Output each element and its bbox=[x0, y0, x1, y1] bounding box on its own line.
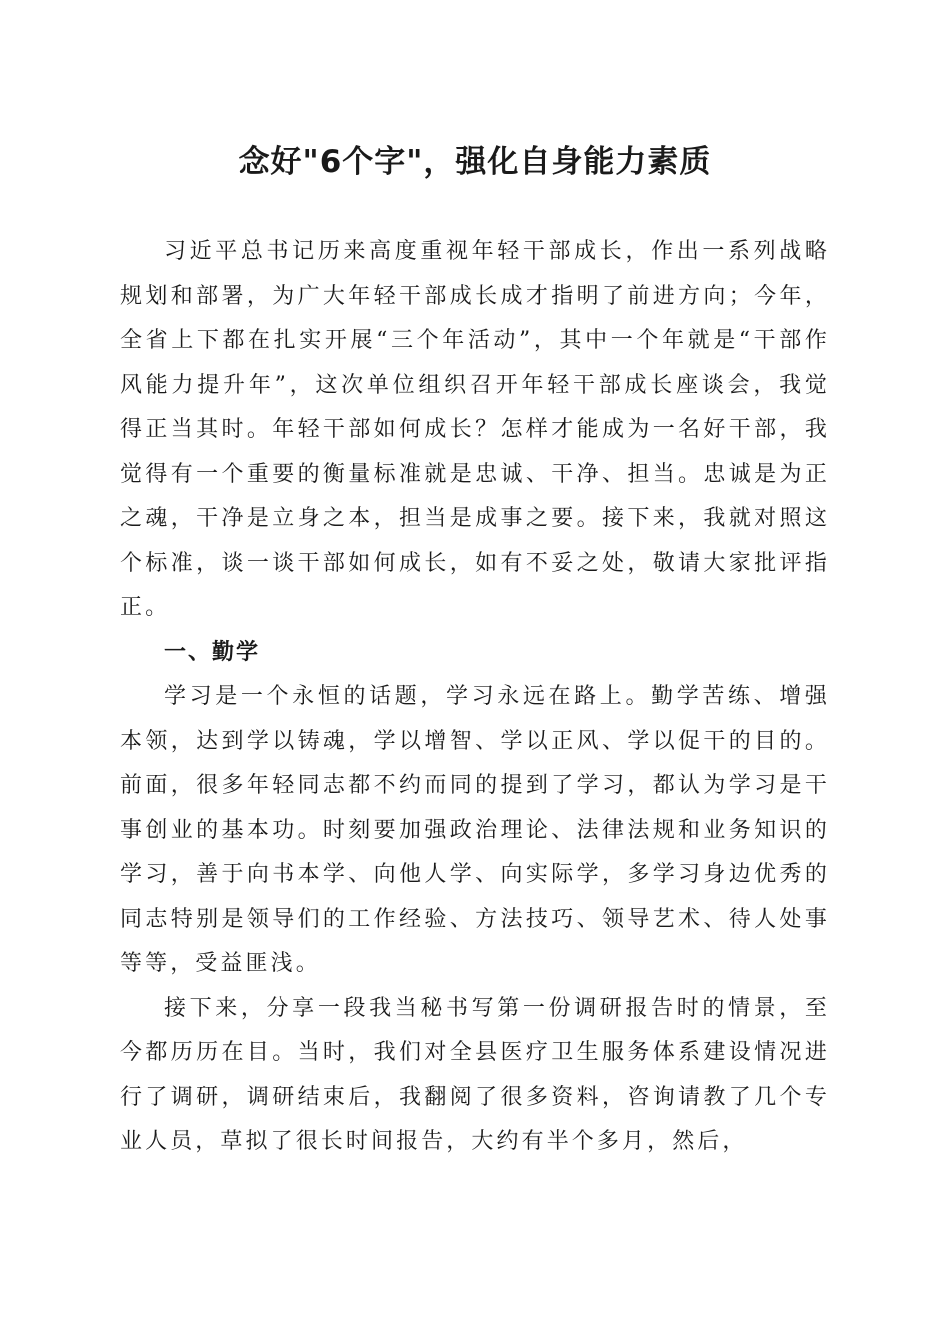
intro-paragraph: 习近平总书记历来高度重视年轻干部成长，作出一系列战略规划和部署，为广大年轻干部成长成才指明了前进方向；今年，全省上下都在扎实开展“三个年活动”，其中一个年就是“干部作风能力提升年”，这次单位组织召开年轻干部成长座谈会，我觉得正当其时。年轻干部如何成长？怎样才能成为一名好干部，我觉得有一个重要的衡量标准就是忠诚、干净、担当。忠诚是为正之魂，干净是立身之本，担当是成事之要。接下来，我就对照这个标准，谈一谈干部如何成长，如有不妥之处，敬请大家批评指正。 bbox=[120, 239, 830, 620]
document-body bbox=[120, 230, 830, 1165]
document-title: 念好"6个字"，强化自身能力素质 bbox=[238, 144, 712, 180]
section1-paragraph-2: 接下来，分享一段我当秘书写第一份调研报告时的情景，至今都历历在目。当时，我们对全县医疗卫生服务体系建设情况进行了调研，调研结束后，我翻阅了很多资料，咨询请教了几个专业人员，草拟了很长时间报告，大约有半个多月，然后， bbox=[120, 995, 830, 1154]
section1-paragraph-1: 学习是一个永恒的话题，学习永远在路上。勤学苦练、增强本领，达到学以铸魂，学以增智、学以正风、学以促干的目的。前面，很多年轻同志都不约而同的提到了学习，都认为学习是干事创业的基本功。时刻要加强政治理论、法律法规和业务知识的学习，善于向书本学、向他人学、向实际学，多学习身边优秀的同志特别是领导们的工作经验、方法技巧、领导艺术、待人处事等等，受益匪浅。 bbox=[120, 684, 830, 976]
section-heading-diligent-study: 一、勤学 bbox=[164, 639, 261, 665]
